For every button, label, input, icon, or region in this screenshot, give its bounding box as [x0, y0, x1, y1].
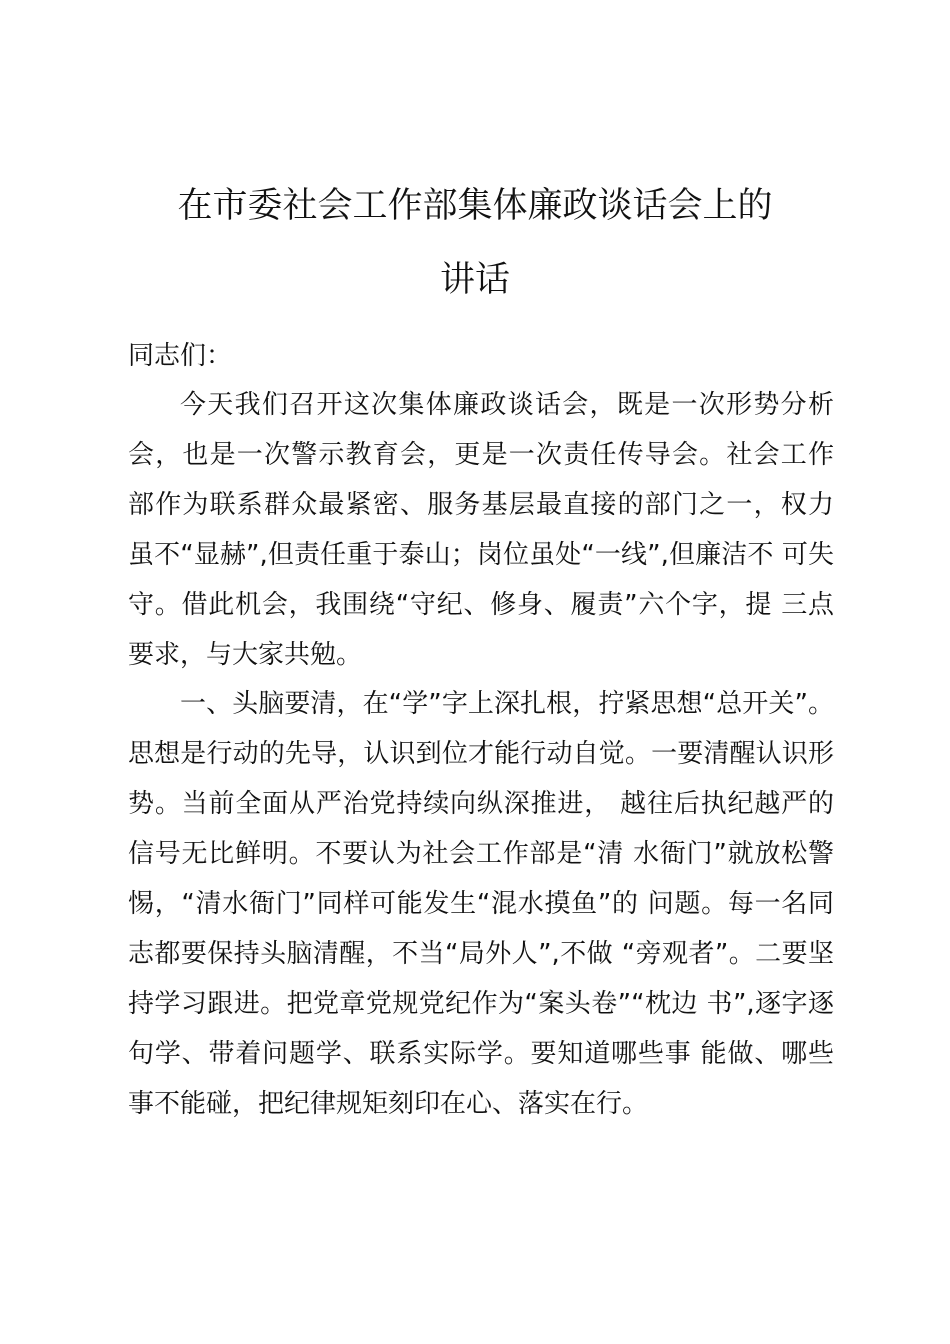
document-title-line-1: 在市委社会工作部集体廉政谈话会上的	[177, 186, 773, 226]
paragraph-section-one: 一、头脑要清，在“学”字上深扎根，拧紧思想“总开关”。思想是行动的先导，认识到位才能行动自觉。一要清醒认识形势。当前全面从严治党持续向纵深推进， 越往后执纪越严的信号无比鲜明。不要认为社会工作部是“清 水衙门”就放松警惕，“清水衙门”同样可能发生“混水摸鱼”的 问题。每一名同志都要保持头脑清醒，不当“局外人”,不做 “旁观者”。二要坚持学习跟进。把党章党规党纪作为“案头卷”“枕边 书”,逐字逐句学、带着问题学、联系实际学。要知道哪些事 能做、哪些事不能碰，把纪律规矩刻印在心、落实在行。	[128, 689, 834, 1119]
document-title-line-2: 讲话	[439, 260, 510, 300]
salutation: 同志们：	[128, 341, 233, 371]
paragraph-intro: 今天我们召开这次集体廉政谈话会，既是一次形势分析会，也是一次警示教育会，更是一次责任传导会。社会工作 部作为联系群众最紧密、服务基层最直接的部门之一，权力 虽不“显赫”,但责任重于泰山；岗位虽处“一线”,但廉洁不 可失守。借此机会，我围绕“守纪、修身、履责”六个字，提 三点要求，与大家共勉。	[128, 390, 834, 670]
